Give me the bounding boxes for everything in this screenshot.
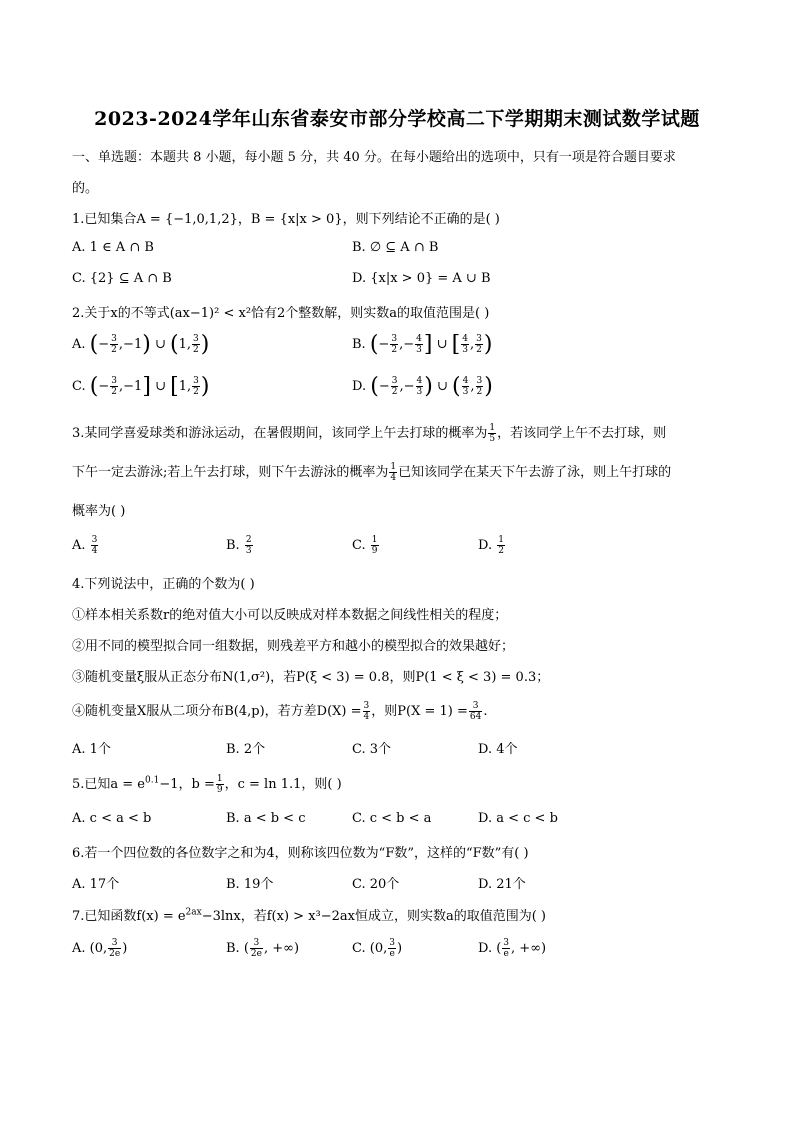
question-6-stem: 6.若一个四位数的各位数字之和为4，则称该四位数为“F数”，这样的“F数”有( ) [72, 846, 529, 861]
q7-option-d: D. ( $\frac{3}{e}$ , +∞) [478, 938, 547, 959]
section-heading: 一、单选题：本题共 8 小题，每小题 5 分，共 40 分。在每小题给出的选项中，只有一项是符合题目要求 [72, 150, 676, 165]
q6-option-d: D. 21个 [478, 877, 526, 892]
q1-option-a: A. 1 ∈ A ∩ B [72, 240, 154, 255]
q4-statement-1: ①样本相关系数r的绝对值大小可以反映成对样本数据之间线性相关的程度； [72, 608, 508, 623]
question-3-stem-line1: 3.某同学喜爱球类和游泳运动，在暑假期间，该同学上午去打球的概率为 $\frac{1}{5}$ ，若该同学上午不去打球，则 [72, 423, 667, 444]
q2-option-c: C. (− $\frac{3}{2}$ ,−1] ∪ [1, $\frac{3}{2}$ ) [72, 374, 210, 399]
q4-option-c: C. 3个 [352, 742, 392, 757]
q3-option-b: B. $\frac{2}{3}$ [226, 535, 252, 556]
question-4-stem: 4.下列说法中，正确的个数为( ) [72, 577, 255, 592]
question-3-stem-line2: 下午一定去游泳;若上午去打球，则下午去游泳的概率为 $\frac{1}{4}$ 已知该同学在某天下午去游了泳，则上午打球的 [72, 462, 672, 483]
q5-option-d: D. a < c < b [478, 811, 558, 826]
q6-option-b: B. 19个 [226, 877, 274, 892]
q2-option-d: D. (− $\frac{3}{2}$ ,− $\frac{4}{3}$ ) ∪ ( $\frac{4}{3}$ , $\frac{3}{2}$ ) [352, 374, 493, 399]
q7-option-b: B. ( $\frac{3}{2e}$ , +∞) [226, 938, 300, 959]
question-3-stem-line3: 概率为( ) [72, 504, 126, 519]
q5-option-b: B. a < b < c [226, 811, 306, 826]
q4-statement-2: ②用不同的模型拟合同一组数据，则残差平方和越小的模型拟合的效果越好； [72, 639, 515, 654]
q2-option-b: B. (− $\frac{3}{2}$ ,− $\frac{4}{3}$ ] ∪ [ $\frac{4}{3}$ , $\frac{3}{2}$ ) [352, 332, 493, 357]
q1-option-c: C. {2} ⊆ A ∩ B [72, 271, 172, 286]
q4-option-a: A. 1个 [72, 742, 111, 757]
q5-option-a: A. c < a < b [72, 811, 152, 826]
q5-option-c: C. c < b < a [352, 811, 432, 826]
q7-option-a: A. (0, $\frac{3}{2e}$ ) [72, 938, 128, 959]
q4-statement-3: ③随机变量ξ服从正态分布N(1,σ²)，若P(ξ < 3) = 0.8，则P(1 < ξ < 3) = 0.3； [72, 670, 550, 685]
section-heading-continued: 的。 [72, 181, 99, 196]
q4-option-d: D. 4个 [478, 742, 518, 757]
exam-title: 2023-2024学年山东省泰安市部分学校高二下学期期末测试数学试题 [94, 108, 700, 130]
q3-option-a: A. $\frac{3}{4}$ [72, 535, 98, 556]
q4-statement-4: ④随机变量X服从二项分布B(4,p)，若方差D(X) = $\frac{3}{4}$ ，则P(X = 1) = $\frac{3}{64}$ . [72, 701, 488, 722]
q1-option-b: B. ∅ ⊆ A ∩ B [352, 240, 439, 255]
question-7-stem: 7.已知函数$f(x) = e^{2ax}-3\ln x$，若f(x) > x³−2ax恒成立，则实数a的取值范围为( ) [72, 907, 547, 924]
q3-option-d: D. $\frac{1}{2}$ [478, 535, 504, 556]
q6-option-c: C. 20个 [352, 877, 400, 892]
q6-option-a: A. 17个 [72, 877, 120, 892]
q2-option-a: A. (− $\frac{3}{2}$ ,−1) ∪ (1, $\frac{3}{2}$ ) [72, 332, 210, 357]
question-5-stem: 5.已知$a = e^{0.1}-1$，b = $\frac{1}{9}$ ，c = ln 1.1，则( ) [72, 774, 342, 795]
q1-option-d: D. {x|x > 0} = A ∪ B [352, 271, 491, 286]
q4-option-b: B. 2个 [226, 742, 266, 757]
q7-option-c: C. (0, $\frac{3}{e}$ ) [352, 938, 403, 959]
question-1-stem: 1.已知集合A = {−1,0,1,2}，B = {x|x > 0}，则下列结论不正确的是( ) [72, 212, 500, 227]
q3-option-c: C. $\frac{1}{9}$ [352, 535, 378, 556]
question-2-stem: 2.关于x的不等式(ax−1)² < x²恰有2个整数解，则实数a的取值范围是( ) [72, 306, 490, 321]
